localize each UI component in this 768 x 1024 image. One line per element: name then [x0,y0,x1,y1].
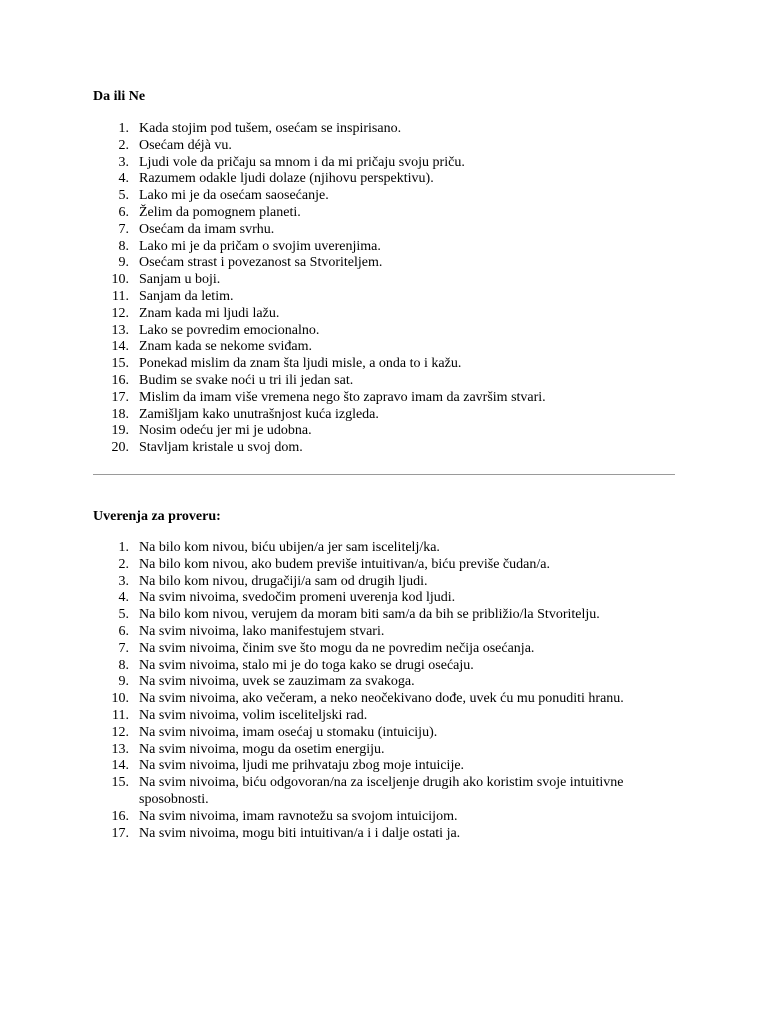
list-item-number: 9. [118,255,129,271]
list-item-text: Znam kada se nekome sviđam. [139,339,313,355]
list-item-text: Budim se svake noći u tri ili jedan sat. [139,372,354,388]
list-item-number: 2. [118,556,129,572]
list-item [93,407,683,424]
list-item [93,691,683,708]
list-item-text: Sanjam da letim. [139,288,234,304]
list-item [93,742,683,759]
list-item-number: 11. [112,707,129,723]
list-item-text: Razumem odakle ljudi dolaze (njihovu perspektivu). [139,171,434,187]
list-item-text: Na svim nivoima, uvek se zauzimam za svakoga. [139,674,415,690]
list-item [93,590,683,607]
list-item-number: 8. [118,657,129,673]
list-item [93,574,683,591]
list-item-number: 13. [111,741,129,757]
list-item [93,674,683,691]
list-item-number: 14. [111,339,129,355]
list-item [93,188,683,205]
list-item-text: Na svim nivoima, ljudi me prihvataju zbog moje intuicije. [139,758,465,774]
list-item [93,809,683,826]
list-item-text: Na bilo kom nivou, ako budem previše intuitivan/a, biću previše čudan/a. [139,556,550,572]
list-item-text: Lako mi je da osećam saosećanje. [139,188,329,204]
list-item [93,306,683,323]
list-item [93,323,683,340]
list-item [93,121,683,138]
list-item-number: 16. [111,372,129,388]
list-item-number: 7. [118,640,129,656]
list-item-number: 15. [111,356,129,372]
list-item [93,641,683,658]
list-item [93,255,683,272]
list-item [93,205,683,222]
list-item [93,725,683,742]
list-item [93,607,683,624]
section-title-da-ili-ne: Da ili Ne [93,89,146,104]
list-item-number: 3. [118,154,129,170]
list-item-number: 4. [118,590,129,606]
list-item-text: Zamišljam kako unutrašnjost kuća izgleda. [139,406,379,422]
list-item-number: 10. [111,691,129,707]
list-item-text: Na svim nivoima, činim sve što mogu da ne povredim nečija osećanja. [139,640,535,656]
list-item-text: Na svim nivoima, imam osećaj u stomaku (intuiciju). [139,724,438,740]
list-item [93,540,683,557]
list-item-text: Stavljam kristale u svoj dom. [139,440,303,456]
beliefs-list [93,540,683,842]
list-item [93,658,683,675]
section-divider [93,474,675,475]
list-item-text: Na bilo kom nivou, verujem da moram biti sam/a da bih se približio/la Stvoritelju. [139,607,600,623]
list-item [93,557,683,574]
list-item-number: 6. [118,204,129,220]
list-item-text: Na bilo kom nivou, biću ubijen/a jer sam iscelitelj/ka. [139,540,440,555]
list-item [93,155,683,172]
list-item-text: Osećam déjà vu. [139,137,232,153]
list-item-text: Na svim nivoima, imam ravnotežu sa svojom intuicijom. [139,808,458,824]
list-item [93,423,683,440]
list-item [93,339,683,356]
list-item-text: Na svim nivoima, svedočim promeni uverenja kod ljudi. [139,590,456,606]
list-item-text: Na svim nivoima, volim isceliteljski rad. [139,707,368,723]
list-item [93,239,683,256]
list-item-number: 4. [118,171,129,187]
list-item-text: Nosim odeću jer mi je udobna. [139,423,312,439]
list-item [93,272,683,289]
list-item-text: Sanjam u boji. [139,272,221,288]
list-item-text: Mislim da imam više vremena nego što zapravo imam da završim stvari. [139,389,546,405]
list-item-number: 12. [111,724,129,740]
list-item-text: Lako mi je da pričam o svojim uverenjima. [139,238,381,254]
list-item [93,708,683,725]
list-item-number: 7. [118,221,129,237]
list-item-number: 2. [118,137,129,153]
list-item-text: Na svim nivoima, biću odgovoran/na za isceljenje drugih ako koristim svoje intuitivne sposobnosti. [139,775,624,807]
list-item-text: Na svim nivoima, mogu biti intuitivan/a i i dalje ostati ja. [139,825,461,841]
list-item [93,758,683,775]
list-item [93,373,683,390]
list-item [93,356,683,373]
list-item-number: 6. [118,623,129,639]
list-item [93,826,683,843]
list-item [93,440,683,457]
list-item-text: Osećam strast i povezanost sa Stvoriteljem. [139,255,383,271]
list-item-text: Znam kada mi ljudi lažu. [139,305,280,321]
list-item-text: Na svim nivoima, ako večeram, a neko neočekivano dođe, uvek ću mu ponuditi hranu. [139,691,624,707]
yes-no-list [93,121,683,457]
list-item-number: 17. [111,825,129,841]
list-item-text: Lako se povredim emocionalno. [139,322,320,338]
list-item [93,289,683,306]
list-item-number: 5. [118,607,129,623]
list-item-text: Kada stojim pod tušem, osećam se inspirisano. [139,121,402,136]
list-item-text: Ljudi vole da pričaju sa mnom i da mi pričaju svoju priču. [139,154,465,170]
list-item [93,171,683,188]
list-item-number: 11. [112,288,129,304]
list-item-number: 14. [111,758,129,774]
list-item-text: Na svim nivoima, lako manifestujem stvari. [139,623,385,639]
list-item-text: Na svim nivoima, mogu da osetim energiju. [139,741,385,757]
list-item-number: 17. [111,389,129,405]
list-item-number: 1. [118,121,129,136]
list-item-number: 15. [111,775,129,791]
section-title-uverenja: Uverenja za proveru: [93,509,221,524]
list-item [93,222,683,239]
list-item-number: 1. [118,540,129,555]
list-item-text: Na svim nivoima, stalo mi je do toga kako se drugi osećaju. [139,657,474,673]
list-item-text: Želim da pomognem planeti. [139,204,301,220]
list-item-number: 18. [111,406,129,422]
list-item-number: 10. [111,272,129,288]
list-item-number: 13. [111,322,129,338]
list-item-number: 8. [118,238,129,254]
list-item-number: 5. [118,188,129,204]
list-item-text: Osećam da imam svrhu. [139,221,275,237]
list-item-number: 3. [118,573,129,589]
list-item-number: 16. [111,808,129,824]
list-item [93,775,683,809]
list-item-number: 9. [118,674,129,690]
list-item-text: Na bilo kom nivou, drugačiji/a sam od drugih ljudi. [139,573,428,589]
list-item-number: 12. [111,305,129,321]
list-item-text: Ponekad mislim da znam šta ljudi misle, a onda to i kažu. [139,356,462,372]
list-item-number: 19. [111,423,129,439]
list-item [93,138,683,155]
list-item [93,390,683,407]
list-item-number: 20. [111,440,129,456]
list-item [93,624,683,641]
